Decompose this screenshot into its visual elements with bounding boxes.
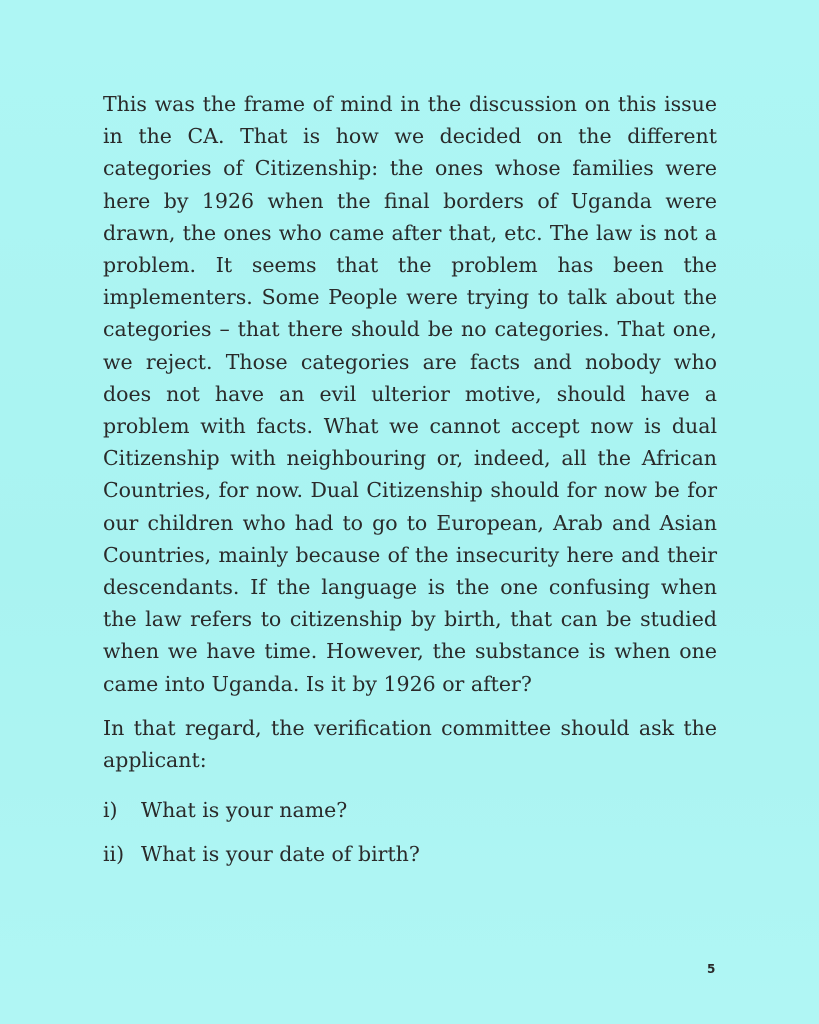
page-number: 5 [707, 962, 716, 976]
paragraph-verification-committee: In that regard, the verification committee should ask the applicant: [103, 715, 717, 773]
question-list [103, 794, 717, 870]
list-item [103, 838, 717, 870]
list-marker: ii) [103, 842, 125, 867]
page-body [103, 88, 717, 882]
question-text: What is your date of birth? [141, 842, 420, 867]
list-marker: i) [103, 798, 118, 823]
list-item [103, 794, 717, 826]
paragraph-citizenship-categories: This was the frame of mind in the discussion on this issue in the CA. That is how we decided on the different categories of Citizenship: the ones whose families were here by 1926 when the final borders of Uganda were drawn, the ones who came after that, etc. The law is not a problem. It seems that the problem has been the implementers. Some People were trying to talk about the categories – that there should be no categories. That one, we reject. Those categories are facts and nobody who does not have an evil ulterior motive, should have a problem with facts. What we cannot accept now is dual Citizenship with neighbouring or, indeed, all the African Countries, for now. Dual Citizenship should for now be for our children who had to go to European, Arab and Asian Countries, mainly because of the insecurity here and their descendants. If the language is the one confusing when the law refers to citizenship by birth, that can be studied when we have time. However, the substance is when one came into Uganda. Is it by 1926 or after? [103, 92, 717, 696]
question-text: What is your name? [141, 798, 348, 823]
